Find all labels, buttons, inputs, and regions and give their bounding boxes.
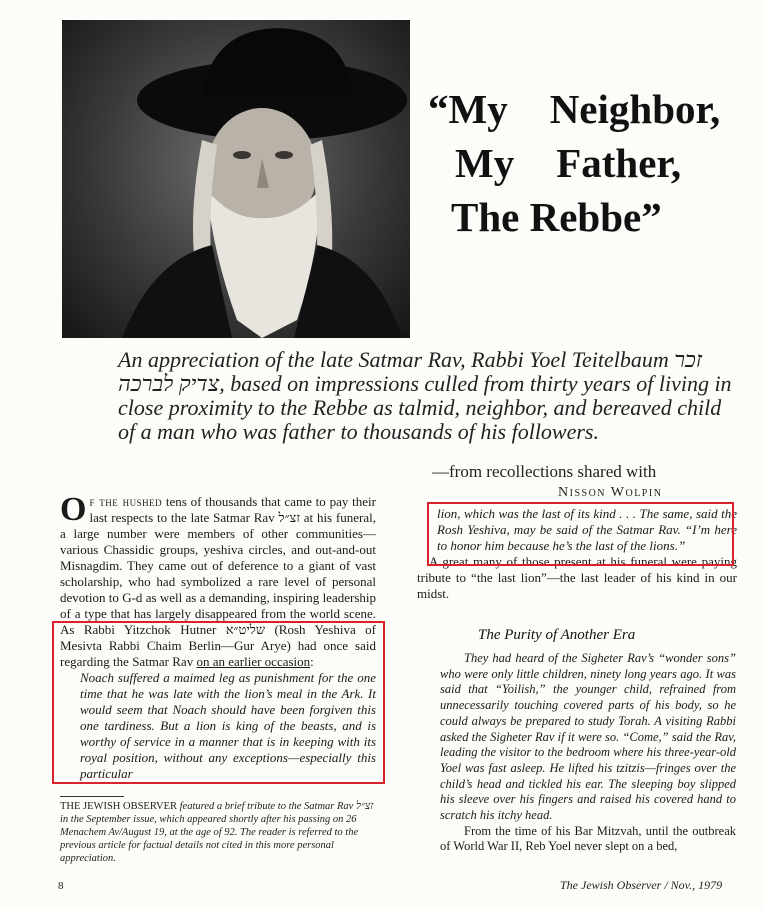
section-body xyxy=(440,651,736,855)
drop-cap: O xyxy=(60,491,87,528)
author-name: Nisson Wolpin xyxy=(558,485,663,500)
block-quote-continued: lion, which was the last of its kind . . . The same, said the Rosh Yeshiva, may be said of the Satmar Rav. “I’m here to honor him because he’s the last of the lions.” xyxy=(437,506,737,553)
footnote xyxy=(60,800,382,865)
portrait-illustration xyxy=(62,20,410,338)
footnote-text: featured a brief tribute to the Satmar Rav זצ״ל in the September issue, which appeared shortly after his passing on 26 Menachem Av/August 19, at the age of 92. The reader is referred to the previous article for factual details not cited in this more personal appreciation. xyxy=(60,801,374,864)
lead-smallcaps: f the hushed xyxy=(89,494,163,509)
title-word: My xyxy=(455,140,515,186)
rebbe-portrait-photo xyxy=(62,20,410,338)
footnote-rule xyxy=(60,796,124,797)
body-paragraph: They had heard of the Sigheter Rav’s “wonder sons” who were only little children, ninety long years ago. It was said that “Yoilish,” the younger child, refrained from unnecessarily touching covered parts of his body, so he could always be prepared to study Torah. A visiting Rabbi asked the Sigheter Rav if it were so. “Come,” said the Rav, leading the visitor to the bedroom where his three-year-old Yoel was fast asleep. He lifted his tzitzis—fringes over the child’s head and tickled his ear. The sleeping boy slipped his sleeve over his fingers and raised his covered hand to scratch his itchy head. xyxy=(440,651,736,823)
block-quote: Noach suffered a maimed leg as punishment for the one time that he was late with the lion’s meal in the Ark. It would seem that Noach should have been forgiven this one tardiness. But a lion is king of the beasts, and is worthy of service in a manner that is in keeping with its royal position, without any exceptions—especially this particular xyxy=(80,670,376,781)
highlight-box xyxy=(52,621,385,784)
title-word: Father, xyxy=(556,140,682,186)
punctuation: : xyxy=(310,654,314,669)
body-paragraph: A great many of those present at his funeral were paying tribute to “the last lion”—the last leader of his kind in our midst. xyxy=(417,554,737,601)
body-paragraph: tens of thousands that came to pay their last respects to the late Satmar Rav זצ״ל at his funeral, a large number were members of other communities—various Chassidic groups, yeshiva circles, and out-and-out Misnagdim. They came out of deference to a giant of vast scholarship, who had symbolized a rare level of personal devotion to G-d as well as a demanding, inspiring leadership of a type that has largely disappeared from the world scene. As Rabbi Yitzchok Hutner שליט״א (Rosh Yeshiva of Mesivta Rabbi Chaim Berlin—Gur Arye) had once said regarding the Satmar Rav xyxy=(60,494,376,669)
credit-line: —from recollections shared with xyxy=(432,462,657,481)
footnote-lead: THE JEWISH OBSERVER xyxy=(60,801,177,812)
page-number: 8 xyxy=(58,880,64,892)
article-intro: An appreciation of the late Satmar Rav, Rabbi Yoel Teitelbaum זכר צדיק לברכה, based on impressions culled from thirty years of living in close proximity to the Rebbe as talmid, neighbor, and bereaved child of a man who was father to thousands of his followers. xyxy=(118,347,732,444)
underlined-phrase: on an earlier occasion xyxy=(196,654,311,669)
title-line: The Rebbe” xyxy=(451,194,662,240)
body-paragraph: From the time of his Bar Mitzvah, until the outbreak of World War II, Reb Yoel never slept on a bed, xyxy=(440,823,736,854)
title-word: Neighbor, xyxy=(549,86,721,132)
running-footer: The Jewish Observer / Nov., 1979 xyxy=(560,878,723,892)
article-title xyxy=(428,82,748,244)
highlight-box xyxy=(427,502,734,566)
title-word: “My xyxy=(428,86,508,132)
section-heading: The Purity of Another Era xyxy=(478,627,636,643)
